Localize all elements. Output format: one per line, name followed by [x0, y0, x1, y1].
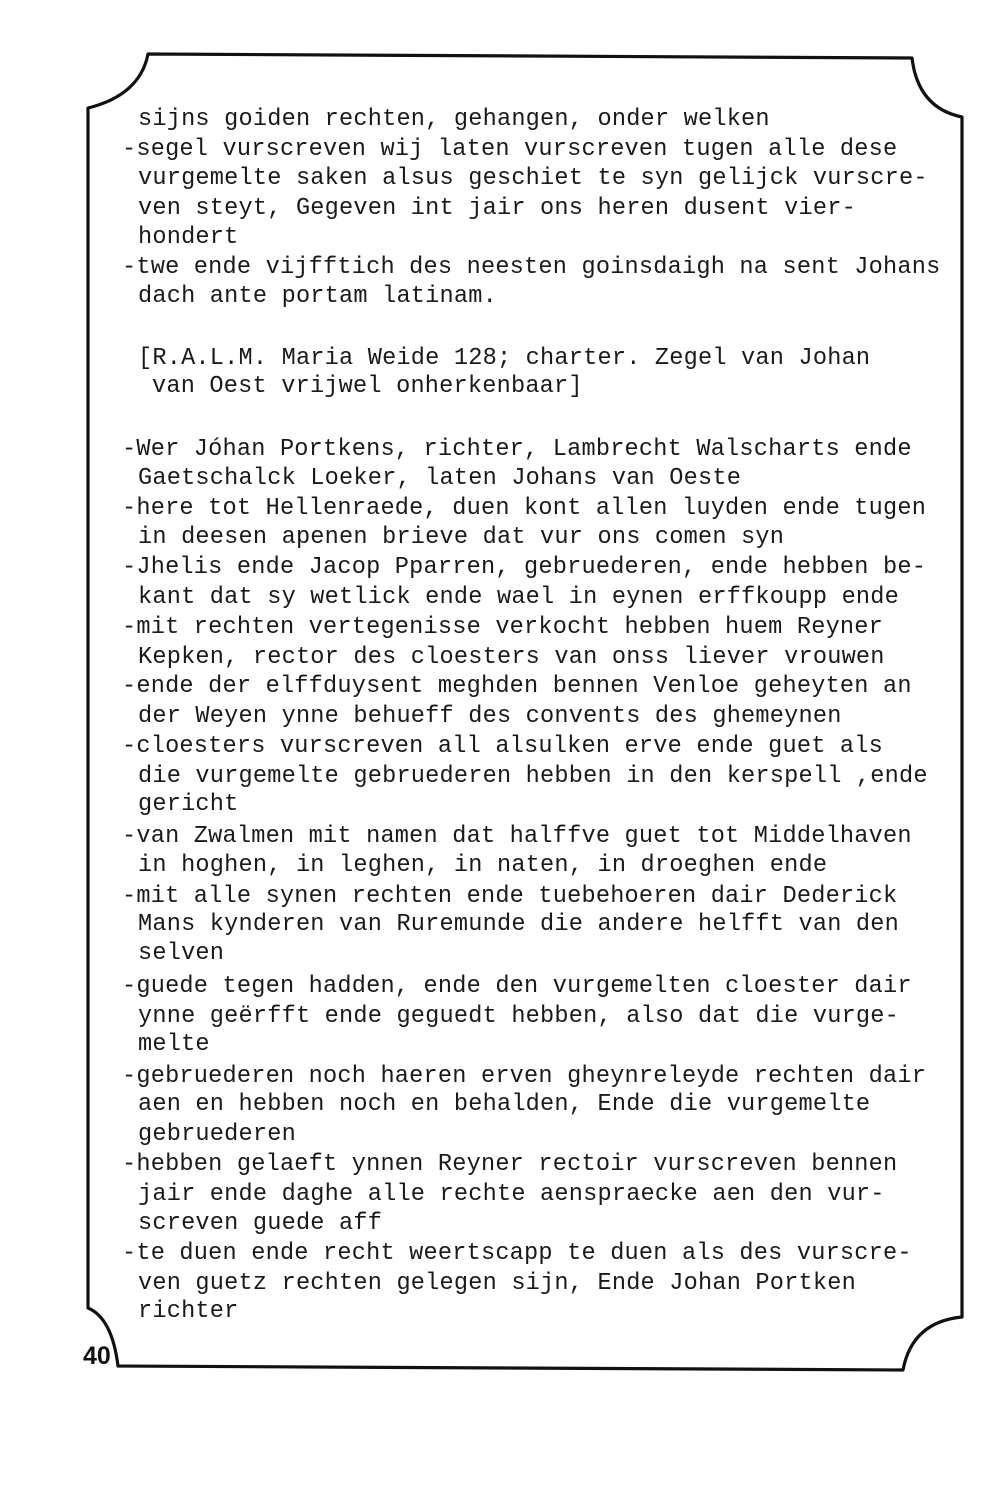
text-line: Gaetschalck Loeker, laten Johans van Oeste — [138, 465, 742, 492]
text-line: sijns goiden rechten, gehangen, onder welken — [138, 106, 770, 133]
text-line: -Wer Jóhan Portkens, richter, Lambrecht Walscharts ende — [122, 436, 912, 463]
text-line: -mit rechten vertegenisse verkocht hebben huem Reyner — [122, 614, 884, 641]
text-line: richter — [138, 1298, 239, 1325]
text-line: -cloesters vurscreven all alsulken erve ende guet als — [122, 733, 884, 760]
text-line: ynne geërfft ende geguedt hebben, also dat die vurge- — [138, 1003, 900, 1030]
text-line: -mit alle synen rechten ende tuebehoeren dair Dederick — [122, 883, 898, 910]
text-line: in hoghen, in leghen, in naten, in droeghen ende — [138, 852, 828, 879]
text-line: aen en hebben noch en behalden, Ende die vurgemelte — [138, 1091, 871, 1118]
text-line: -twe ende vijfftich des neesten goinsdaigh na sent Johans — [122, 254, 941, 281]
text-line: -guede tegen hadden, ende den vurgemelten cloester dair — [122, 973, 912, 1000]
text-line: melte — [138, 1031, 210, 1058]
text-line: -ende der elffduysent meghden bennen Venloe geheyten an — [122, 673, 912, 700]
text-line: screven guede aff — [138, 1210, 383, 1237]
text-line: -segel vurscreven wij laten vurscreven tugen alle dese — [122, 136, 898, 163]
text-line: [R.A.L.M. Maria Weide 128; charter. Zegel van Johan — [138, 345, 871, 372]
text-line: -Jhelis ende Jacop Pparren, gebruederen, ende hebben be- — [122, 554, 927, 581]
text-line: vurgemelte saken alsus geschiet te syn gelijck vurscre- — [138, 165, 928, 192]
text-line: van Oest vrijwel onherkenbaar] — [152, 373, 583, 400]
text-line: -gebruederen noch haeren erven gheynreleyde rechten dair — [122, 1063, 927, 1090]
text-line: selven — [138, 940, 225, 967]
text-line: Mans kynderen van Ruremunde die andere helfft van den — [138, 911, 900, 938]
text-line: gericht — [138, 791, 239, 818]
text-line: Kepken, rector des cloesters van onss liever vrouwen — [138, 644, 885, 671]
text-line: kant dat sy wetlick ende wael in eynen erffkoupp ende — [138, 584, 900, 611]
text-line: dach ante portam latinam. — [138, 283, 497, 310]
page-number: 40 — [83, 1342, 111, 1370]
text-line: der Weyen ynne behueff des convents des ghemeynen — [138, 703, 842, 730]
text-line: -hebben gelaeft ynnen Reyner rectoir vurscreven bennen — [122, 1151, 898, 1178]
text-line: gebruederen — [138, 1121, 296, 1148]
text-line: ven guetz rechten gelegen sijn, Ende Johan Portken — [138, 1270, 856, 1297]
text-line: in deesen apenen brieve dat vur ons comen syn — [138, 524, 785, 551]
text-line: -te duen ende recht weertscapp te duen als des vurscre- — [122, 1240, 912, 1267]
text-line: jair ende daghe alle rechte aenspraecke aen den vur- — [138, 1181, 885, 1208]
text-line: -here tot Hellenraede, duen kont allen luyden ende tugen — [122, 495, 927, 522]
text-line: hondert — [138, 224, 239, 251]
text-line: die vurgemelte gebruederen hebben in den kerspell ,ende — [138, 763, 928, 790]
text-line: ven steyt, Gegeven int jair ons heren dusent vier- — [138, 195, 856, 222]
text-line: -van Zwalmen mit namen dat halffve guet tot Middelhaven — [122, 823, 912, 850]
